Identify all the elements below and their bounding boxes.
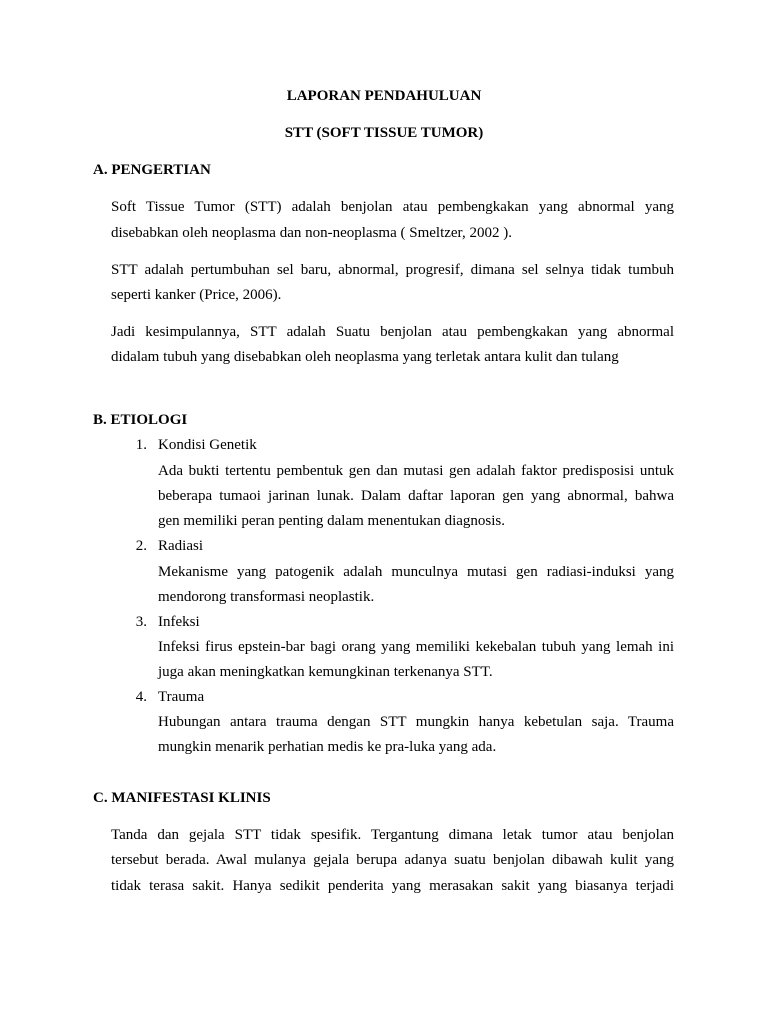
paragraph-line: tersebut berada. Awal mulanya gejala berupa adanya suatu benjolan dibawah kulit yang [111,852,674,868]
list-item-line: Ada bukti tertentu pembentuk gen dan mutasi gen adalah faktor predisposisi untuk [158,463,674,479]
list-item-line: mendorong transformasi neoplastik. [158,589,375,605]
list-item-line: Mekanisme yang patogenik adalah munculnya mutasi gen radiasi-induksi yang [158,564,674,580]
section-heading-pengertian: A. PENGERTIAN [93,162,211,178]
list-item-line: Infeksi firus epstein-bar bagi orang yang memiliki kekebalan tubuh yang lemah ini [158,639,674,655]
list-item-number: 2. [135,538,147,554]
paragraph-line: tidak terasa sakit. Hanya sedikit penderita yang merasakan sakit yang biasanya terjadi [111,878,674,894]
document-title: LAPORAN PENDAHULUAN [286,88,482,104]
list-item-line: gen memiliki peran penting dalam menentukan diagnosis. [158,513,505,529]
list-item-title: Radiasi [158,538,203,554]
list-item-line: juga akan meningkatkan kemungkinan terkenanya STT. [158,664,493,680]
paragraph-line: seperti kanker (Price, 2006). [111,287,282,303]
paragraph-line: disebabkan oleh neoplasma dan non-neoplasma ( Smeltzer, 2002 ). [111,225,512,241]
list-item-line: mungkin menarik perhatian medis ke pra-luka yang ada. [158,739,497,755]
paragraph-line: Jadi kesimpulannya, STT adalah Suatu benjolan atau pembengkakan yang abnormal [111,324,674,340]
paragraph-line: STT adalah pertumbuhan sel baru, abnormal, progresif, dimana sel selnya tidak tumbuh [111,262,674,278]
paragraph-line: Tanda dan gejala STT tidak spesifik. Tergantung dimana letak tumor atau benjolan [111,827,674,843]
section-heading-manifestasi-klinis: C. MANIFESTASI KLINIS [93,790,271,806]
list-item-number: 3. [135,614,147,630]
document-subtitle: STT (SOFT TISSUE TUMOR) [284,125,484,141]
list-item-title: Infeksi [158,614,200,630]
paragraph-line: Soft Tissue Tumor (STT) adalah benjolan atau pembengkakan yang abnormal yang [111,199,674,215]
list-item-number: 1. [135,437,147,453]
list-item-number: 4. [135,689,147,705]
paragraph-line: didalam tubuh yang disebabkan oleh neoplasma yang terletak antara kulit dan tulang [111,349,619,365]
list-item-title: Trauma [158,689,205,705]
list-item-line: beberapa tumaoi jarinan lunak. Dalam daftar laporan gen yang abnormal, bahwa [158,488,674,504]
list-item-title: Kondisi Genetik [158,437,257,453]
section-heading-etiologi: B. ETIOLOGI [93,412,188,428]
list-item-line: Hubungan antara trauma dengan STT mungkin hanya kebetulan saja. Trauma [158,714,674,730]
